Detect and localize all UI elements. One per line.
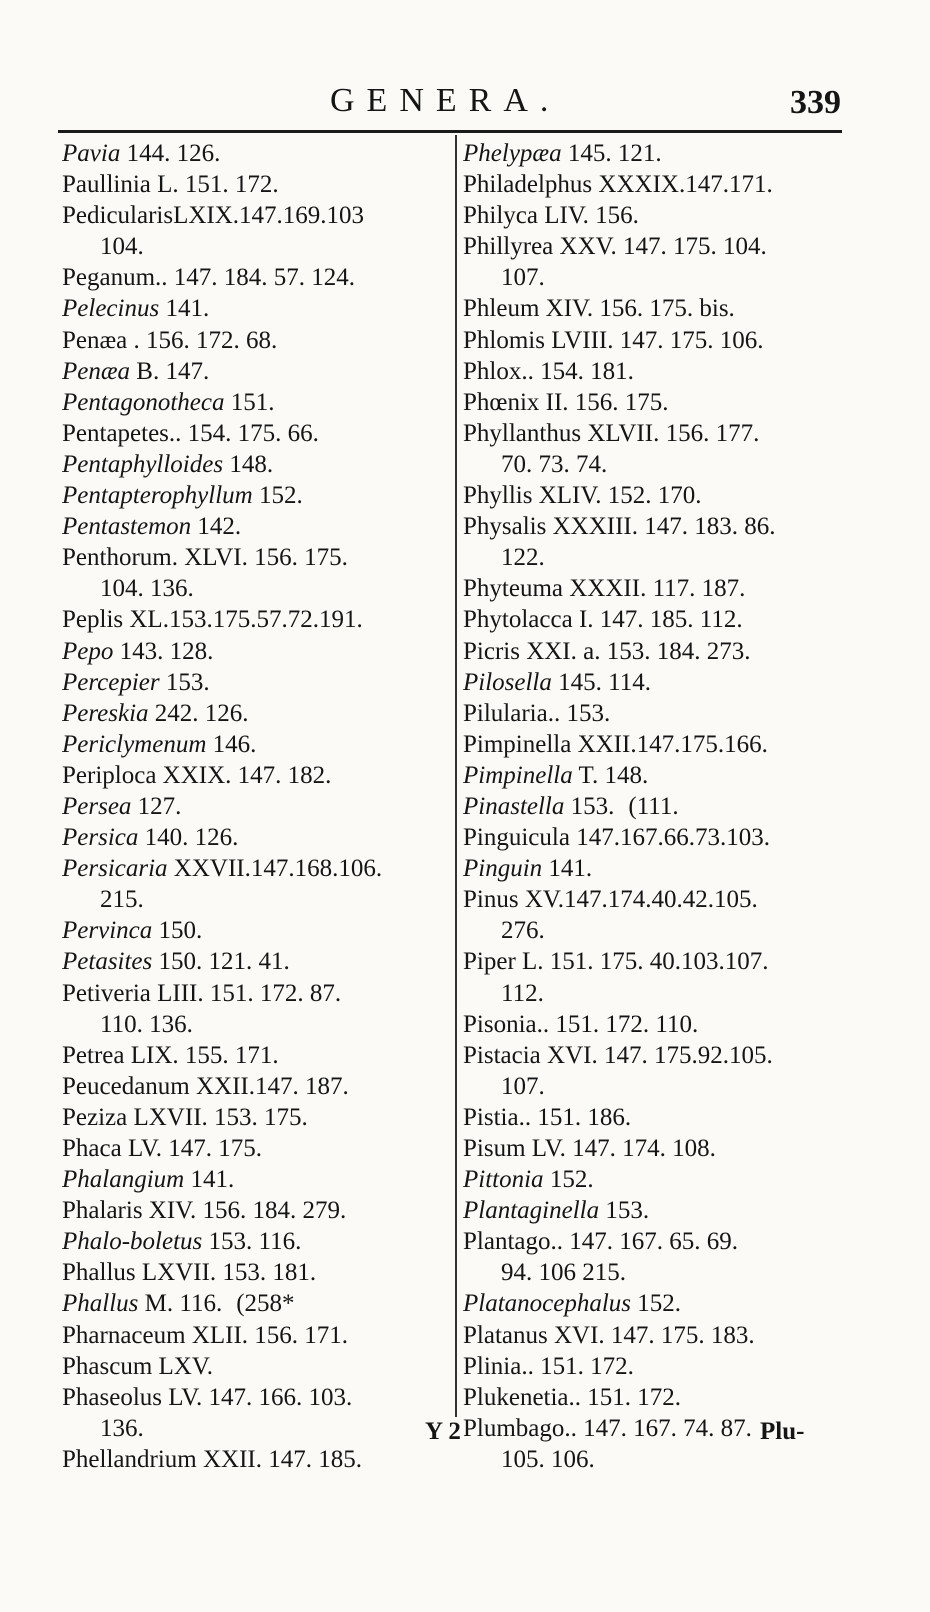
genus-name: Plinia..: [463, 1352, 534, 1380]
genus-name: Platanus: [463, 1321, 548, 1349]
index-entry: [62, 1164, 452, 1195]
page-references: 70. 73. 74.: [501, 450, 608, 478]
genus-name: Pentapterophyllum: [62, 482, 253, 510]
page-references: XXII. 147. 185.: [202, 1445, 362, 1473]
genus-name: Percepier: [62, 668, 160, 696]
index-entry: [62, 1133, 452, 1164]
index-entry: [62, 1226, 452, 1257]
left-column: [62, 138, 452, 1475]
genus-name: Pilularia..: [463, 699, 561, 727]
index-entry: [463, 853, 853, 884]
page-references: 151.: [230, 388, 275, 416]
signature-mark: Y 2: [425, 1418, 461, 1445]
column-divider: [455, 135, 457, 1417]
genus-name: Peganum..: [62, 264, 168, 292]
index-entry: [463, 1040, 853, 1071]
index-entry: [463, 231, 853, 262]
genus-name: Piper: [463, 948, 516, 976]
index-entry: [62, 325, 452, 356]
index-entry: [62, 760, 452, 791]
genus-name: Pistia..: [463, 1103, 532, 1131]
genus-name: Phascum: [62, 1352, 153, 1380]
index-entry: [463, 293, 853, 324]
index-entry: [463, 884, 853, 915]
page-references: LV. 147. 174. 108.: [531, 1135, 716, 1162]
page-references: XXII.147. 187.: [195, 1072, 349, 1100]
index-entry: [62, 915, 452, 946]
genus-name: Pimpinella: [463, 761, 573, 789]
genus-name: Phlomis: [463, 326, 545, 354]
genus-name: Pavia: [62, 140, 121, 167]
page-references: LIX. 155. 171.: [130, 1041, 279, 1069]
genus-name: Pentaphylloides: [62, 450, 224, 478]
page-references: 276.: [501, 917, 545, 945]
running-title: GENERA.: [330, 82, 561, 119]
genus-name: Picris: [463, 637, 520, 665]
genus-name: Petiveria: [62, 979, 151, 1007]
page-references: 143. 128.: [119, 637, 214, 665]
genus-name: PedicularisLXIX.147.169.103: [62, 202, 365, 230]
index-entry: [62, 1195, 452, 1226]
page-footer: [0, 1418, 930, 1458]
page-references: 152.: [549, 1166, 594, 1194]
index-entry: [463, 636, 853, 667]
index-entry: [62, 542, 452, 573]
page-references: 145. 114.: [558, 668, 651, 696]
index-entry: [463, 418, 853, 449]
genus-name: Pepo: [62, 637, 114, 665]
page-references: XLII. 156. 171.: [191, 1321, 349, 1349]
page-references: 215.: [100, 886, 144, 914]
page-references: LV. 147. 175.: [127, 1135, 263, 1162]
index-entry: [62, 480, 452, 511]
index-entry: [62, 449, 452, 480]
index-entry: [463, 1320, 853, 1351]
page-references: . 156. 172. 68.: [133, 326, 278, 354]
genus-name: Pisum: [463, 1135, 526, 1162]
page-references: 152.: [258, 482, 303, 510]
genus-name: Phellandrium: [62, 1445, 197, 1473]
header-rule: [58, 130, 842, 133]
page-references: 151. 172.: [540, 1352, 634, 1380]
genus-name: Phyteuma: [463, 575, 563, 603]
index-entry: [463, 729, 853, 760]
index-entry-continuation: [463, 449, 853, 480]
genus-name: Paullinia: [62, 171, 151, 199]
page-references: 110. 136.: [100, 1010, 193, 1038]
index-entry: [463, 480, 853, 511]
index-entry: [463, 1226, 853, 1257]
genus-name: Philyca: [463, 202, 538, 230]
genus-name: Peucedanum: [62, 1072, 190, 1100]
index-entry: [62, 1320, 452, 1351]
genus-name: Phalaris: [62, 1197, 143, 1225]
page-references: 136.: [100, 1414, 144, 1442]
index-entry-continuation: [463, 1257, 853, 1288]
index-entry-continuation: [463, 1071, 853, 1102]
genus-name: Pisonia..: [463, 1010, 550, 1038]
index-entry: [62, 138, 452, 169]
page-references: 147. 184. 57. 124.: [173, 264, 356, 292]
genus-name: Plantago..: [463, 1228, 563, 1256]
genus-name: Phleum: [463, 295, 540, 323]
page-references: 150. 121. 41.: [158, 948, 290, 976]
page-references: 150.: [158, 917, 203, 945]
genus-name: Petrea: [62, 1041, 125, 1069]
genus-name: Phaca: [62, 1135, 122, 1162]
genus-name: Philadelphus: [463, 171, 593, 199]
page-references: 148.: [229, 450, 274, 478]
page-references: 141.: [165, 295, 210, 323]
index-entry: [463, 698, 853, 729]
index-entry: [62, 387, 452, 418]
genus-name: Pharnaceum: [62, 1321, 186, 1349]
index-entry-continuation: [62, 1009, 452, 1040]
index-entry: [463, 822, 853, 853]
index-entry: [62, 1040, 452, 1071]
page-references: 140. 126.: [144, 824, 239, 852]
page-references: 144. 126.: [126, 140, 221, 167]
index-entry: [62, 511, 452, 542]
genus-name: Pistacia: [463, 1041, 541, 1069]
genus-name: Pinastella: [463, 792, 565, 820]
genus-name: Penæa: [62, 326, 128, 354]
index-entry: [463, 1133, 853, 1164]
genus-name: Phaseolus: [62, 1383, 162, 1411]
index-entry: [62, 1288, 452, 1319]
index-entry: [62, 946, 452, 977]
genus-name: Pinguicula: [463, 824, 570, 852]
page-references: LV. 147. 166. 103.: [168, 1383, 353, 1411]
page-references: XXII.147.175.166.: [577, 730, 768, 758]
page-references: XXXII. 117. 187.: [569, 575, 746, 603]
page-references: II. 156. 175.: [545, 388, 669, 416]
page-number: 339: [790, 84, 841, 121]
catchword: Plu-: [760, 1418, 805, 1445]
page-references: XXXIX.147.171.: [598, 171, 773, 199]
index-entry: [463, 356, 853, 387]
genus-name: Periploca: [62, 761, 157, 789]
page-references: 151. 186.: [537, 1103, 632, 1131]
margin-note: (111.: [628, 792, 679, 820]
page-references: LXV.: [158, 1352, 213, 1380]
genus-name: Phalo-boletus: [62, 1228, 203, 1256]
page-references: XLIV. 152. 170.: [538, 482, 702, 510]
page-references: LIV. 156.: [544, 202, 639, 230]
index-entry: [62, 822, 452, 853]
index-entry: [463, 760, 853, 791]
page-references: 151. 172.: [587, 1383, 682, 1411]
genus-name: Phyllis: [463, 482, 533, 510]
page-references: 145. 121.: [567, 140, 662, 167]
page-references: 94. 106 215.: [501, 1259, 626, 1287]
genus-name: Phallus: [62, 1259, 136, 1287]
page-references: 242. 126.: [154, 699, 249, 727]
index-entry: [463, 573, 853, 604]
index-entry: [463, 1351, 853, 1382]
genus-name: Phallus: [62, 1290, 139, 1318]
page-references: 142.: [197, 513, 242, 541]
genus-name: Phyllanthus: [463, 419, 582, 447]
index-entry: [463, 1164, 853, 1195]
index-entry: [463, 387, 853, 418]
page-references: 153.: [566, 699, 611, 727]
index-entry: [62, 1351, 452, 1382]
genus-name: Phalangium: [62, 1166, 185, 1194]
page-references: XXVII.147.168.106.: [173, 855, 383, 883]
index-entry: [463, 604, 853, 635]
index-entry: [463, 511, 853, 542]
index-entry-continuation: [463, 542, 853, 573]
index-entry: [463, 1009, 853, 1040]
page-references: LIII. 151. 172. 87.: [157, 979, 342, 1007]
index-entry: [463, 325, 853, 356]
genus-name: Pentastemon: [62, 513, 192, 541]
page-references: 147. 167. 74. 87.: [583, 1414, 752, 1442]
page-references: 154. 181.: [540, 357, 634, 385]
index-entry-continuation: [62, 884, 452, 915]
index-entry: [62, 418, 452, 449]
page-references: M. 116.: [144, 1290, 223, 1318]
index-entry: [62, 791, 452, 822]
page-references: L. 151. 175. 40.103.107.: [522, 948, 769, 976]
genus-name: Pinguin: [463, 855, 543, 883]
page-references: 104. 136.: [100, 575, 194, 603]
page-references: LVIII. 147. 175. 106.: [551, 326, 764, 354]
page-references: 141.: [548, 855, 593, 883]
genus-name: Peziza: [62, 1103, 128, 1131]
genus-name: Phytolacca: [463, 606, 573, 634]
page-references: XXV. 147. 175. 104.: [559, 233, 767, 261]
genus-name: Persica: [62, 824, 139, 852]
page-references: 107.: [501, 1072, 545, 1100]
genus-name: Peplis: [62, 606, 124, 634]
index-entry: [62, 1102, 452, 1133]
index-entry-continuation: [62, 231, 452, 262]
genus-name: Phœnix: [463, 388, 540, 416]
index-entry: [463, 667, 853, 698]
page-references: 122.: [501, 544, 545, 572]
index-entry: [463, 200, 853, 231]
genus-name: Plumbago..: [463, 1414, 577, 1442]
genus-name: Petasites: [62, 948, 153, 976]
page-references: 154. 175. 66.: [187, 419, 319, 447]
genus-name: Plukenetia..: [463, 1383, 582, 1411]
genus-name: Pelecinus: [62, 295, 160, 323]
index-entry: [62, 636, 452, 667]
page-references: 112.: [501, 979, 544, 1007]
index-entry: [463, 1382, 853, 1413]
genus-name: Periclymenum: [62, 730, 207, 758]
index-entry: [463, 1288, 853, 1319]
page-references: XIV. 156. 184. 279.: [148, 1197, 347, 1225]
page-references: 152.: [637, 1290, 682, 1318]
index-entry: [62, 1257, 452, 1288]
genus-name: Phillyrea: [463, 233, 554, 261]
index-entry: [463, 169, 853, 200]
page-references: I. 147. 185. 112.: [578, 606, 743, 634]
page-references: L. 151. 172.: [157, 171, 279, 199]
genus-name: Phelypæa: [463, 140, 562, 167]
index-entry: [463, 1102, 853, 1133]
index-entry: [62, 978, 452, 1009]
page-references: XLVI. 156. 175.: [184, 544, 348, 572]
genus-name: Pentapetes..: [62, 419, 182, 447]
genus-name: Penæa: [62, 357, 131, 385]
page-references: T. 148.: [578, 761, 649, 789]
genus-name: Pereskia: [62, 699, 149, 727]
index-entry: [62, 356, 452, 387]
page-references: B. 147.: [136, 357, 210, 385]
page-references: XXI. a. 153. 184. 273.: [526, 637, 751, 665]
index-entry: [62, 604, 452, 635]
page-references: 147. 167. 65. 69.: [569, 1228, 738, 1256]
page-references: XIV. 156. 175. bis.: [545, 295, 735, 323]
index-entry: [62, 262, 452, 293]
page-references: XXXIII. 147. 183. 86.: [552, 513, 776, 541]
index-entry: [62, 698, 452, 729]
genus-name: Platanocephalus: [463, 1290, 632, 1318]
genus-name: Pilosella: [463, 668, 552, 696]
genus-name: Phlox..: [463, 357, 534, 385]
right-column: [463, 138, 853, 1475]
genus-name: Pimpinella: [463, 730, 572, 758]
page-references: 127.: [137, 792, 182, 820]
index-entry: [62, 729, 452, 760]
page-references: 153. 116.: [208, 1228, 302, 1256]
index-entry: [62, 667, 452, 698]
index-entry: [463, 946, 853, 977]
page-references: 153.: [165, 668, 210, 696]
index-entry: [62, 200, 452, 231]
index-entry-continuation: [463, 262, 853, 293]
page-references: 153.: [570, 792, 615, 820]
genus-name: Pervinca: [62, 917, 153, 945]
genus-name: Persea: [62, 792, 132, 820]
index-entry: [62, 169, 452, 200]
index-entry-continuation: [463, 978, 853, 1009]
genus-name: Pinus: [463, 886, 519, 914]
page-references: XV.147.174.40.42.105.: [524, 886, 758, 914]
index-entry-continuation: [62, 573, 452, 604]
index-entry: [62, 853, 452, 884]
index-entry: [62, 293, 452, 324]
page-references: XXIX. 147. 182.: [162, 761, 332, 789]
page-references: 147.167.66.73.103.: [576, 824, 770, 852]
page-references: 105. 106.: [501, 1445, 595, 1473]
index-entry: [62, 1382, 452, 1413]
index-entry-continuation: [463, 915, 853, 946]
index-entry: [463, 791, 853, 822]
page-references: 107.: [501, 264, 545, 292]
page-references: 151. 172. 110.: [555, 1010, 699, 1038]
page-references: 146.: [212, 730, 257, 758]
page-references: LXVII. 153. 175.: [133, 1103, 308, 1131]
page-header: [0, 82, 930, 132]
margin-note: (258*: [236, 1290, 295, 1318]
genus-name: Pittonia: [463, 1166, 544, 1194]
page-references: XL.153.175.57.72.191.: [129, 606, 363, 634]
page-references: 104.: [100, 233, 144, 261]
page-references: XLVII. 156. 177.: [587, 419, 760, 447]
page-references: XVI. 147. 175.92.105.: [547, 1041, 773, 1069]
genus-name: Penthorum.: [62, 544, 178, 572]
genus-name: Physalis: [463, 513, 547, 541]
page-references: 153.: [605, 1197, 650, 1225]
index-entry: [463, 138, 853, 169]
index-entry: [463, 1195, 853, 1226]
genus-name: Pentagonotheca: [62, 388, 225, 416]
genus-name: Persicaria: [62, 855, 168, 883]
page-references: LXVII. 153. 181.: [141, 1259, 317, 1287]
page-references: XVI. 147. 175. 183.: [553, 1321, 755, 1349]
index-entry: [62, 1071, 452, 1102]
genus-name: Plantaginella: [463, 1197, 600, 1225]
page-references: 141.: [190, 1166, 235, 1194]
